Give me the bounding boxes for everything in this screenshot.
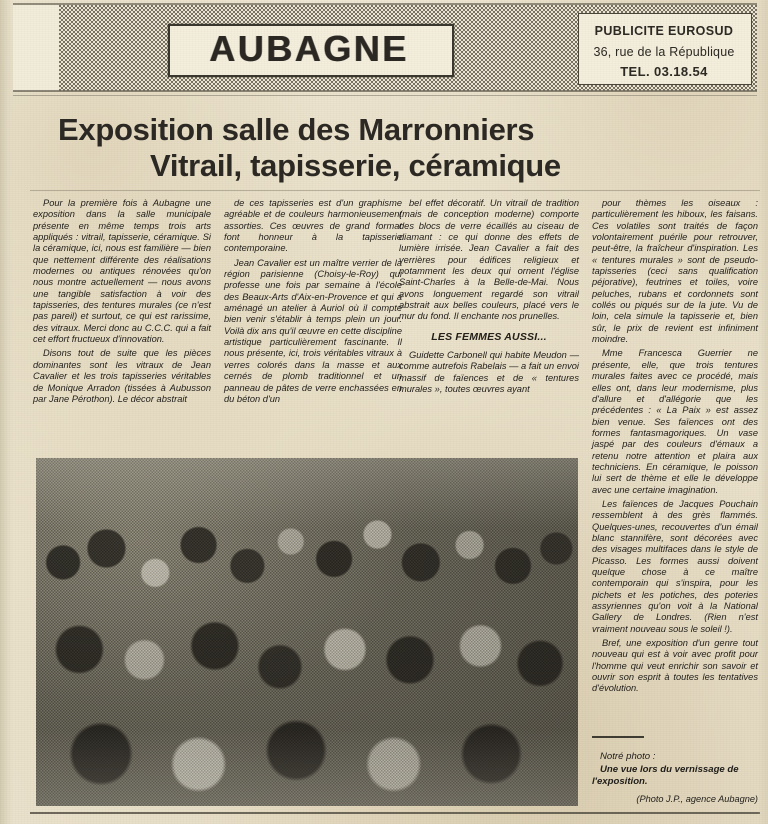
caption-lead: Notré photo :: [600, 751, 656, 762]
town-name: AUBAGNE: [209, 28, 409, 69]
masthead-left-gap: [13, 5, 59, 91]
article-headline: [40, 112, 740, 184]
masthead-rule-bottom-thin: [13, 95, 757, 96]
caption-text: Une vue lors du vernissage de l'exposition.: [592, 764, 739, 787]
paragraph: Jean Cavalier est un maître verrier de la région parisienne (Choisy-le-Roy) qui professe une fois par semaine à l'école des Beaux-Arts d'Aix-en-Provence et qui a aménagé un atelier à Auriol où il compte bien venir s'établir à temps plein un jour. Voilà dix ans qu'il œuvre en cette discipline artistique particulièrement fascinante. Il nous présente, ici, trois véritables vitraux à verres colorés dans la masse et aux cernés de plomb traditionnel et un panneau de pâtes de verre enchassées en du béton d'un: [224, 257, 402, 404]
headline-rule: [30, 190, 760, 191]
paragraph: Mme Francesca Guerrier ne présente, elle, que trois tentures murales faites avec ce procédé, mais elles ont, dans leur modernisme, plus d'allure et d'allégorie que les précédentes : « La Paix » est assez bien venue. Ses faïences ont des formes fantasmagoriques. Un vase jaspé par des couleurs d'émaux a retenu notre attention et plaira aux techniciens. En céramique, le poisson lui sert de thème et elle le développe avec une certaine imagination.: [592, 348, 758, 495]
photo-caption-block: [592, 736, 758, 805]
advertiser-phone: TEL. 03.18.54: [620, 64, 708, 79]
bottom-rule: [30, 812, 760, 814]
paragraph: pour thèmes les oiseaux : particulièrement les hiboux, les faisans. Ces volatiles sont traités de façon volontairement puérile pour retrouver, peut-être, la fraîcheur d'inspiration. Les « tentures murales » sont de pseudo-tapisseries (ceci sans qualification péjorative), feutrines et toiles, voire peluches, rubans et cordonnets sont collés ou piqués sur de la jute. Vu de loin, cela simule la tapisserie et, bien sûr, le prix de revient est infiniment moindre.: [592, 198, 758, 345]
headline-line-1: Exposition salle des Marronniers: [58, 112, 535, 147]
masthead-rule-bottom: [13, 90, 757, 92]
caption-divider-rule: [592, 736, 644, 738]
advertiser-name: PUBLICITE EUROSUD: [594, 24, 734, 38]
article-column-3: [399, 198, 579, 396]
paragraph: de ces tapisseries est d'un graphisme agréable et de couleurs harmonieusement assorties. Ces œuvres de grand format font honneur à la tapisserie contemporaine.: [224, 198, 402, 254]
article-photo: [36, 458, 578, 806]
paragraph: Guidette Carbonell qui habite Meudon — comme autrefois Rabelais — a fait un envoi massif de faïences et de « tentures murales », toutes œuvres ayant: [399, 350, 579, 395]
article-column-2: [224, 198, 402, 405]
article-column-1: [33, 198, 211, 405]
paragraph: Pour la première fois à Aubagne une exposition dans la salle municipale présente en même temps trois arts appliqués : vitrail, tapisserie, céramique. Si la céramique, ici, nous est familière — bien que nettement différente des réalisations modernes ou antiques rénovées qu'on nous montre actuellement — nous avons une tangible satisfaction à voir des tapisseries, des tentures murales (ce n'est pas pareil) et surtout, ce qui est rarissime, des vitraux. Merci donc au C.C.C. qui a fait cet effort fructueux d'innovation.: [33, 198, 211, 345]
photo-fade-overlay: [36, 458, 578, 806]
article-column-4: [592, 198, 758, 695]
section-subheading: LES FEMMES AUSSI...: [431, 330, 547, 343]
photo-credit: (Photo J.P., agence Aubagne): [636, 794, 758, 804]
advertiser-address: 36, rue de la République: [593, 45, 735, 59]
paragraph: Bref, une exposition d'un genre tout nouveau qui est à voir avec profit pour l'homme qui veut enrichir son savoir et ouvrir son esprit à toutes les tentatives d'évolution.: [592, 638, 758, 694]
paragraph: Les faïences de Jacques Pouchain ressemblent à des grès flammés. Quelques-unes, recouvertes d'un émail blanc stannifère, sont décorées avec des visages multifaces dans le style de Picasso. Les formes aussi doivent quelque chose à ce maître contemporain qui s'inspira, pour les pichets et les potiches, des poteries assyriennes qu'on voit à la National Gallery de Londres. (Rien n'est vraiment nouveau sous le soleil !).: [592, 498, 758, 634]
scan-edge-left: [0, 0, 13, 824]
headline-line-2: Vitrail, tapisserie, céramique: [150, 148, 561, 183]
paragraph: Disons tout de suite que les pièces dominantes sont les vitraux de Jean Cavalier et les trois tapisseries véritables de Monique Arradon (tissées à Aubusson par Jane Pérothon). Le décor abstrait: [33, 348, 211, 404]
scan-edge-right: [758, 0, 768, 824]
paragraph: bel effet décoratif. Un vitrail de tradition (mais de conception moderne) comporte des blocs de verre écaillés au ciseau de diamant : ce qui donne des effets de lumière irrisée. Jean Cavalier a fait des verrières pour édifices religieux et notamment les deux qui ornent l'église Saint-Charles à la Belle-de-Mai. Nous avons longuement regardé son vitrail abstrait aux belles couleurs, placé vers le mur du fond. Il enchante nos prunelles.: [399, 198, 579, 322]
